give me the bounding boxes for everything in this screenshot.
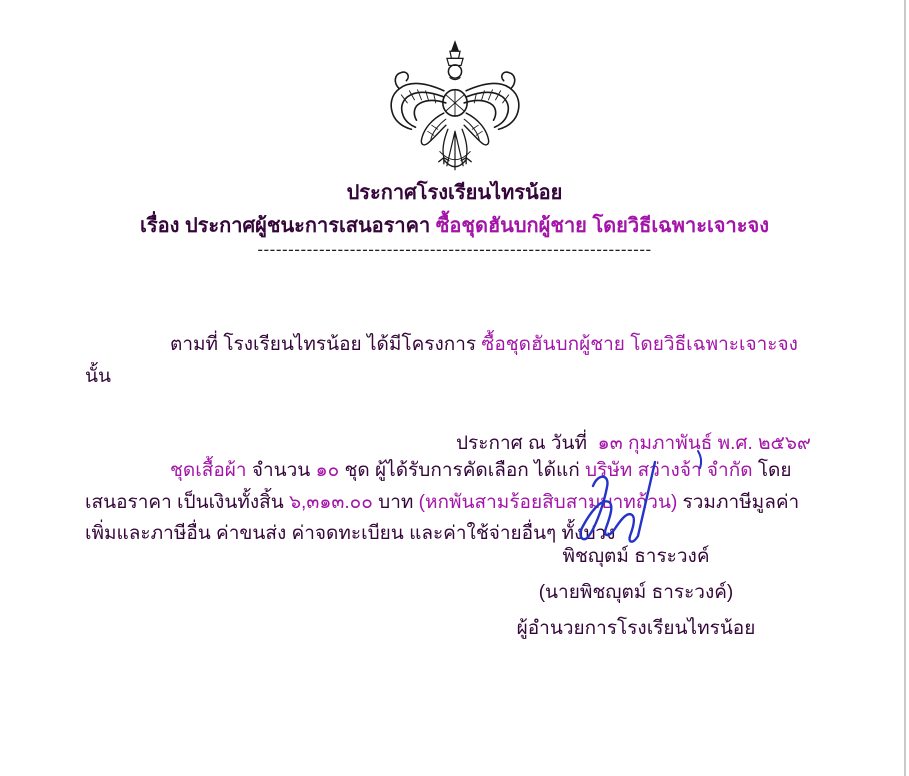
price-value: ๖,๓๑๓.๐๐ xyxy=(289,491,373,513)
signatory-position: ผู้อำนวยการโรงเรียนไทรน้อย xyxy=(516,618,756,639)
body-text-segment: ชุด ผู้ได้รับการคัดเลือก ได้แก่ xyxy=(339,460,586,481)
garuda-emblem xyxy=(379,36,531,182)
date-prefix: ประกาศ ณ วันที่ xyxy=(456,433,598,454)
body-highlight-segment: ซื้อชุดฮันบกผู้ชาย โดยวิธีเฉพาะเจาะจง xyxy=(481,334,798,355)
body-text-segment: นั้น xyxy=(85,334,809,387)
body-text-segment: บาท xyxy=(372,491,419,513)
divider-dashes: ---------------------------------------------------------------- xyxy=(257,240,652,259)
subject-prefix: เรื่อง ประกาศผู้ชนะการเสนอราคา xyxy=(140,215,436,237)
body-paragraph xyxy=(85,329,827,392)
body-text-segment: โดยเสนอราคา เป็นเงินทั้งสิ้น xyxy=(85,460,792,513)
document-title: ประกาศโรงเรียนไทรน้อย xyxy=(346,182,563,204)
body-text-segment: จำนวน xyxy=(246,460,316,481)
date-value: ๑๓ กุมภาพันธ์ พ.ศ. ๒๕๖๙ xyxy=(597,433,811,454)
body-text-segment: ตามที่ โรงเรียนไทรน้อย ได้มีโครงการ xyxy=(170,334,482,355)
subject-highlight: ซื้อชุดฮันบกผู้ชาย โดยวิธีเฉพาะเจาะจง xyxy=(435,215,769,237)
signatory-name-parenthesized: (นายพิชญุตม์ ธาระวงค์) xyxy=(538,582,734,603)
handwritten-signature xyxy=(560,444,725,552)
document-subject xyxy=(0,209,909,241)
signatory-name: พิชญุตม์ ธาระวงค์ xyxy=(562,546,710,567)
body-text-segment: รวมภาษีมูลค่าเพิ่มและภาษีอื่น ค่าขนส่ง ค่าจดทะเบียน และค่าใช้จ่ายอื่นๆ ทั้งปวง xyxy=(85,491,800,544)
item-name-value: ชุดเสื้อผ้า xyxy=(170,460,247,481)
quantity-value: ๑๐ xyxy=(315,460,340,481)
vendor-name-value: บริษัท สว่างจ้า จำกัด xyxy=(585,460,753,481)
price-in-words-value: (หกพันสามร้อยสิบสามบาทถ้วน) xyxy=(418,491,678,513)
